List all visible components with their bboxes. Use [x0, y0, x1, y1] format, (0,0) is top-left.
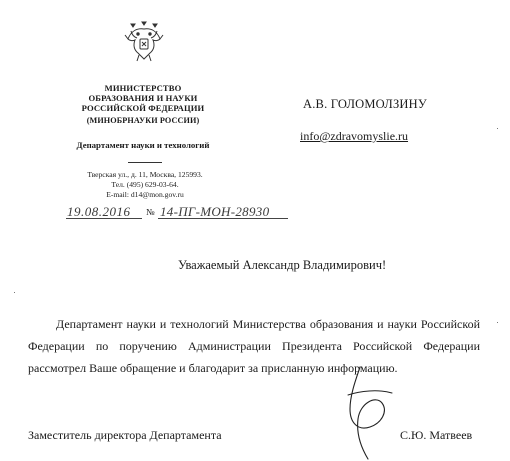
ministry-name-line: МИНИСТЕРСТВО — [104, 83, 182, 93]
letterhead-divider — [128, 162, 162, 163]
ministry-name-line: ОБРАЗОВАНИЯ И НАУКИ — [88, 93, 198, 103]
ministry-short-name: (МИНОБРНАУКИ РОССИИ) — [86, 116, 200, 125]
signer-position: Заместитель директора Департамента — [28, 428, 222, 442]
date-underline — [66, 218, 142, 219]
department-name: Департамент науки и технологий — [76, 140, 210, 150]
handwritten-date: 19.08.2016 — [67, 204, 131, 219]
scan-speck — [497, 128, 498, 129]
number-sign: № — [146, 207, 155, 217]
scan-speck — [497, 322, 498, 323]
handwritten-registration-number: 14-ПГ-МОН-28930 — [160, 204, 270, 219]
ministry-name-line: РОССИЙСКОЙ ФЕДЕРАЦИИ — [81, 103, 205, 113]
coat-of-arms-emblem-icon — [121, 19, 167, 65]
address-line: Тверская ул., д. 11, Москва, 125993. — [87, 170, 203, 179]
recipient-email-link[interactable]: info@zdravomyslie.ru — [300, 129, 409, 143]
scan-speck — [14, 292, 15, 293]
department-email-line: E-mail: d14@mon.gov.ru — [106, 190, 184, 199]
signer-name: С.Ю. Матвеев — [400, 428, 473, 442]
handwritten-signature — [330, 365, 400, 461]
letter-greeting: Уважаемый Александр Владимирович! — [178, 258, 387, 272]
number-underline — [158, 218, 288, 219]
phone-line: Тел. (495) 629-03-64. — [111, 180, 179, 189]
recipient-name: А.В. ГОЛОМОЛЗИНУ — [303, 97, 427, 111]
letter-body: Департамент науки и технологий Министерства образования и науки Российской Федерации по поручению Администрации Президента Российской Федерации рассмотрел Ваше обращение и благодарит за присланную информацию. — [28, 317, 480, 375]
